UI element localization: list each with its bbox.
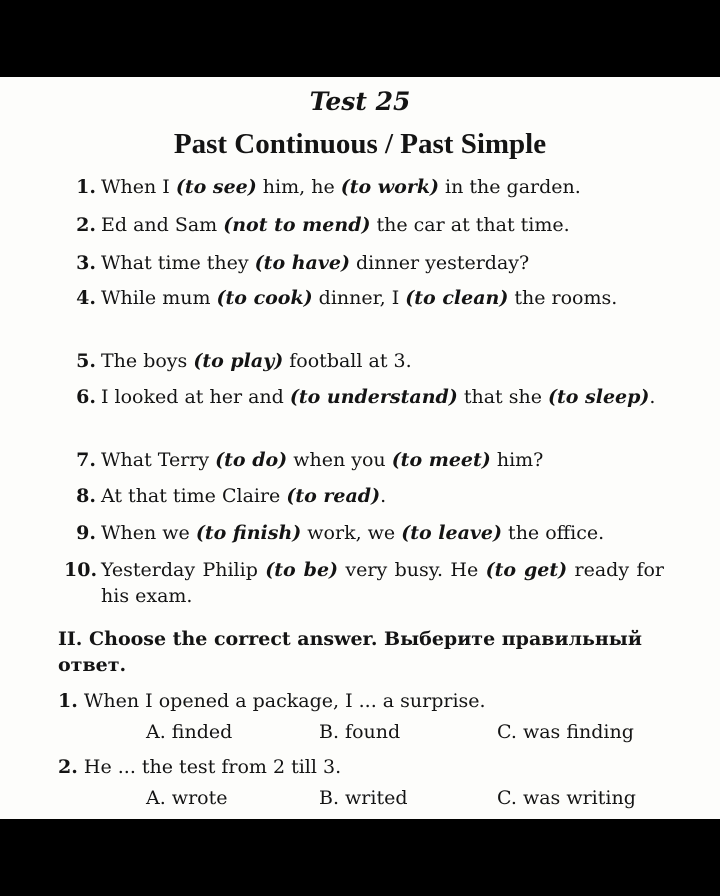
verb-prompt: (to see) [175,176,257,198]
worksheet-page [0,77,720,819]
mc-question [58,688,658,714]
exercise-sentence [101,174,664,200]
sentence-fragment: him, he [256,176,341,198]
exercise-number: 9. [76,522,96,544]
verb-prompt: (to understand) [289,386,458,408]
exercise-number: 4. [76,287,96,309]
question-number: 1. [58,690,78,712]
question-text: When I opened a package, I ... a surprise. [83,690,486,712]
sentence-fragment: the office. [502,522,605,544]
verb-prompt: (to have) [254,252,350,274]
answer-option-c: C. was writing [497,787,636,809]
answer-option-a: A. wrote [146,787,228,809]
exercise-number: 10. [64,559,98,581]
exercise-number: 5. [76,350,96,372]
question-text: He ... the test from 2 till 3. [83,756,342,778]
sentence-fragment: . [649,386,656,408]
exercise-sentence [101,285,664,311]
exercise-sentence [101,250,664,276]
question-number: 2. [58,756,78,778]
verb-prompt: (to read) [286,485,381,507]
verb-prompt: (to be) [265,559,339,581]
sentence-fragment: in the garden. [439,176,581,198]
sentence-fragment: Yesterday Philip [101,559,266,581]
verb-prompt: (to finish) [195,522,302,544]
sentence-fragment: What time they [101,252,255,274]
exercise-number: 1. [76,176,96,198]
verb-prompt: (to play) [193,350,284,372]
sentence-fragment: ready for his exam. [101,559,664,607]
exercise-sentence [101,348,664,374]
sentence-fragment: When I [101,176,176,198]
verb-prompt: (to do) [215,449,288,471]
exercise-sentence [101,212,664,238]
exercise-sentence [101,520,664,546]
sentence-fragment: The boys [101,350,194,372]
sentence-fragment: work, we [301,522,402,544]
answer-option-a: A. finded [146,721,233,743]
exercise-sentence [101,447,664,473]
sentence-fragment: . [380,485,387,507]
exercise-number: 3. [76,252,96,274]
sentence-fragment: football at 3. [283,350,412,372]
sentence-fragment: dinner, I [312,287,406,309]
exercise-number: 2. [76,214,96,236]
test-title: Test 25 [309,87,411,116]
verb-prompt: (to meet) [391,449,491,471]
mc-question [58,754,658,780]
exercise-sentence [101,483,664,509]
answer-option-c: C. was finding [497,721,634,743]
exercise-number: 6. [76,386,96,408]
sentence-fragment: Ed and Sam [101,214,224,236]
exercise-sentence [101,384,664,410]
sentence-fragment: that she [457,386,548,408]
sentence-fragment: I looked at her and [101,386,290,408]
sentence-fragment: What Terry [101,449,216,471]
sentence-fragment: While mum [101,287,217,309]
sentence-fragment: when you [287,449,392,471]
verb-prompt: (to cook) [216,287,313,309]
exercise-number: 7. [76,449,96,471]
verb-prompt: (to clean) [405,287,509,309]
verb-prompt: (to get) [485,559,568,581]
section-heading: II. Choose the correct answer. Выберите правильный ответ. [58,628,642,676]
exercise-number: 8. [76,485,96,507]
sentence-fragment: the car at that time. [370,214,570,236]
sentence-fragment: very busy. He [338,559,486,581]
sentence-fragment: At that time Claire [101,485,287,507]
answer-option-b: B. writed [319,787,408,809]
sentence-fragment: the rooms. [508,287,618,309]
verb-prompt: (to leave) [401,522,503,544]
sentence-fragment: him? [490,449,544,471]
verb-prompt: (to work) [340,176,439,198]
topic-title: Past Continuous / Past Simple [173,128,547,160]
verb-prompt: (not to mend) [223,214,371,236]
sentence-fragment: dinner yesterday? [349,252,530,274]
exercise-sentence [101,557,664,609]
verb-prompt: (to sleep) [547,386,650,408]
sentence-fragment: When we [101,522,196,544]
answer-option-b: B. found [319,721,401,743]
